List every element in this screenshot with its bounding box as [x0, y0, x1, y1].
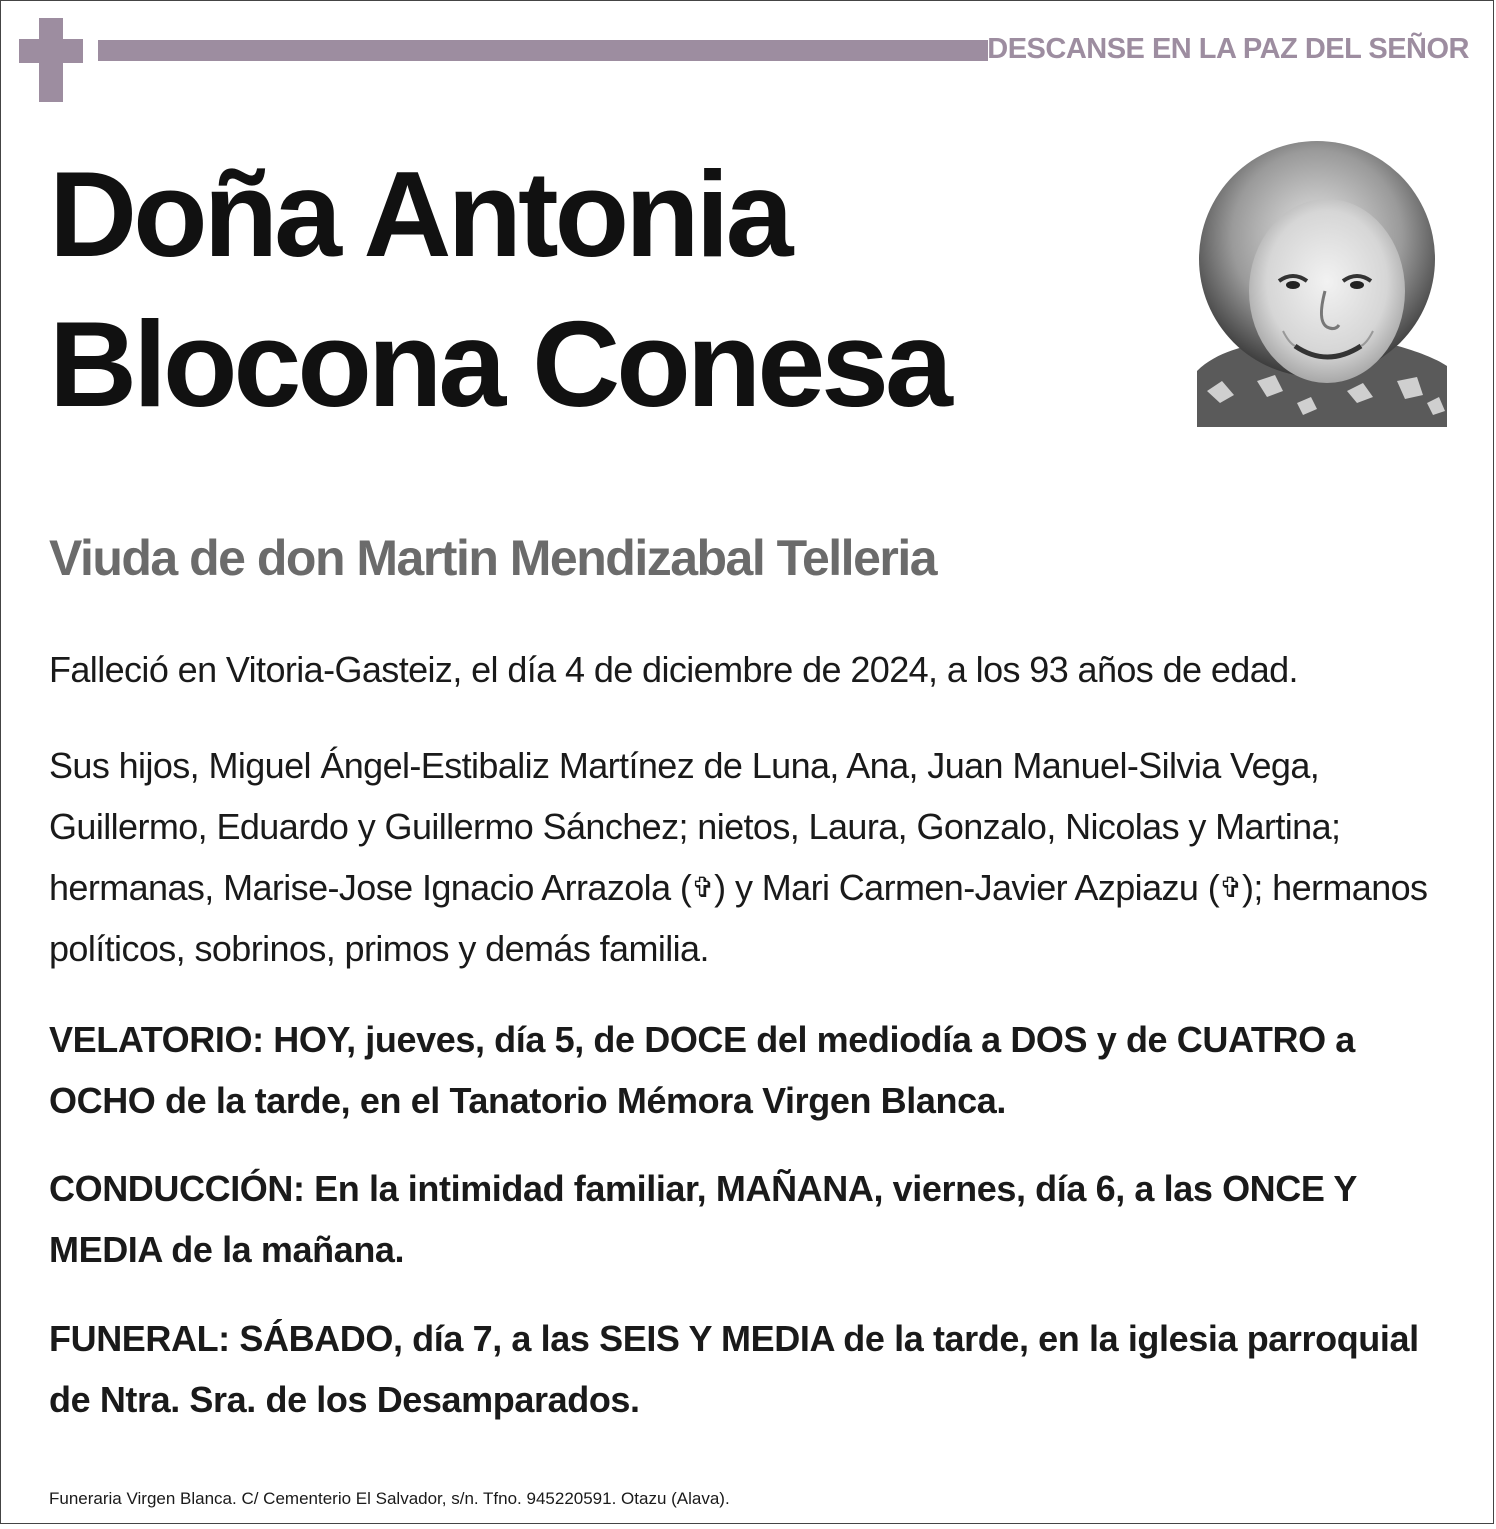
family-text-part-3: ); hermanos políticos, sobrinos, primos y demás familia. [49, 867, 1428, 969]
header-motto: DESCANSE EN LA PAZ DEL SEÑOR [987, 33, 1469, 65]
velatorio-paragraph: VELATORIO: HOY, jueves, día 5, de DOCE del mediodía a DOS y de CUATRO a OCHO de la tarde, en el Tanatorio Mémora Virgen Blanca. [49, 1019, 1355, 1121]
conduccion-paragraph: CONDUCCIÓN: En la intimidad familiar, MAÑANA, viernes, día 6, a las ONCE Y MEDIA de la mañana. [49, 1168, 1357, 1270]
family-paragraph [49, 735, 1469, 979]
portrait-photo [1197, 141, 1447, 427]
family-text-part-2: ) y Mari Carmen-Javier Azpiazu ( [714, 867, 1220, 908]
family-text-part-1: Sus hijos, Miguel Ángel-Estibaliz Martínez de Luna, Ana, Juan Manuel-Silvia Vega, Guillermo, Eduardo y Guillermo Sánchez; nietos, Laura, Gonzalo, Nicolas y Martina; hermanas, Marise-Jose Ignacio Arrazola ( [49, 745, 1341, 908]
deceased-name [49, 139, 949, 439]
header-divider-bar [98, 40, 988, 61]
cross-icon-horizontal [19, 39, 83, 63]
deceased-name-line-1: Doña Antonia [49, 146, 790, 282]
cross-symbol-icon: ✞ [1219, 872, 1242, 903]
funeral-paragraph: FUNERAL: SÁBADO, día 7, a las SEIS Y MEDIA de la tarde, en la iglesia parroquial de Ntra. Sra. de los Desamparados. [49, 1318, 1419, 1420]
death-paragraph: Falleció en Vitoria-Gasteiz, el día 4 de diciembre de 2024, a los 93 años de edad. [49, 649, 1298, 690]
funeral-home-footer: Funeraria Virgen Blanca. C/ Cementerio El Salvador, s/n. Tfno. 945220591. Otazu (Alava). [49, 1489, 730, 1508]
deceased-name-line-2: Blocona Conesa [49, 296, 949, 432]
cross-symbol-icon: ✞ [691, 872, 715, 903]
widow-of-line: Viuda de don Martin Mendizabal Telleria [49, 530, 937, 586]
